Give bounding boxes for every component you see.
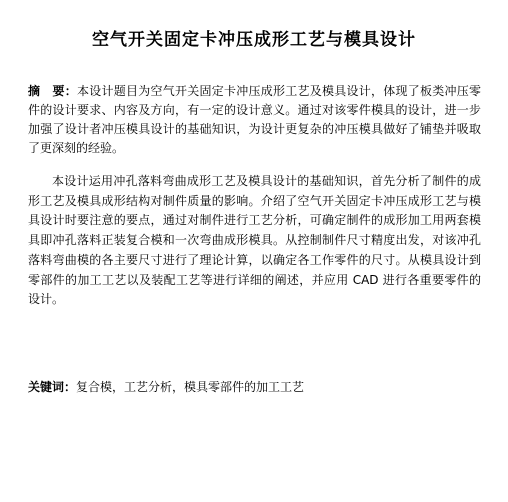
keywords-text: 复合模，工艺分析，模具零部件的加工工艺	[76, 380, 305, 394]
keywords-line	[28, 378, 481, 397]
abstract-label: 摘 要：	[28, 84, 77, 98]
abstract-text: 本设计题目为空气开关固定卡冲压成形工艺及模具设计，体现了板类冲压零件的设计要求、内容及方向，有一定的设计意义。通过对该零件模具的设计，进一步加强了设计者冲压模具设计的基础知识，为设计更复杂的冲压模具做好了铺垫并吸取了更深刻的经验。	[28, 84, 481, 155]
keywords-label: 关键词：	[28, 380, 77, 394]
document-title: 空气开关固定卡冲压成形工艺与模具设计	[92, 30, 416, 50]
abstract-paragraph	[28, 82, 481, 158]
body-paragraph: 本设计运用冲孔落料弯曲成形工艺及模具设计的基础知识，首先分析了制件的成形工艺及模具成形结构对制件质量的影响。介绍了空气开关固定卡冲压成形工艺与模具设计时要注意的要点，通过对制件进行工艺分析，可确定制件的成形加工用两套模具即冲孔落料正装复合模和一次弯曲成形模具。从控制制件尺寸精度出发，对该冲孔落料弯曲模的各主要尺寸进行了理论计算，以确定各工作零件的尺寸。从模具设计到零部件的加工工艺以及装配工艺等进行详细的阐述，并应用 CAD 进行各重要零件的设计。	[28, 174, 481, 307]
